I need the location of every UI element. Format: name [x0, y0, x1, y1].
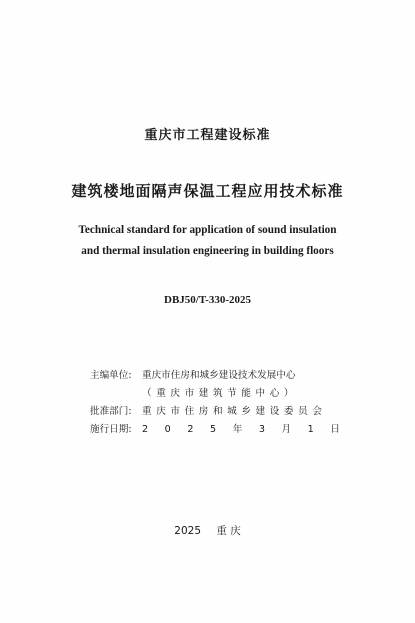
date-part: 1 — [307, 424, 314, 435]
standard-code: DBJ50/T-330-2025 — [164, 294, 251, 306]
approver-row — [90, 403, 340, 421]
effective-date-label: 施行日期: — [90, 424, 132, 435]
publication-city: 重 庆 — [216, 525, 241, 537]
series-title: 重庆市工程建设标准 — [144, 128, 271, 143]
standard-title-english — [0, 220, 415, 262]
title-en-line-1: Technical standard for application of sound insulation — [78, 224, 337, 236]
date-part: 月 — [281, 424, 292, 435]
date-part: 年 — [232, 424, 243, 435]
date-part: 3 — [258, 424, 265, 435]
approver-label: 批准部门: — [90, 406, 132, 417]
editor-label: 主编单位: — [90, 370, 132, 381]
editor-row — [90, 367, 340, 385]
editor-value-secondary: （重庆市建筑节能中心） — [142, 388, 299, 399]
standard-title-chinese: 建筑楼地面隔声保温工程应用技术标准 — [71, 182, 344, 200]
publication-footer — [0, 523, 415, 538]
title-en-line-2: and thermal insulation engineering in building floors — [81, 245, 334, 257]
effective-date-row — [90, 421, 340, 439]
editor-value: 重庆市住房和城乡建设技术发展中心 — [142, 370, 296, 381]
date-part: 5 — [210, 424, 217, 435]
date-part: 0 — [164, 424, 171, 435]
approver-value: 重庆市住房和城乡建设委员会 — [142, 406, 327, 417]
date-part: 2 — [142, 424, 149, 435]
publication-year: 2025 — [174, 525, 202, 537]
date-part: 日 — [330, 424, 340, 435]
effective-date-value — [142, 421, 340, 439]
publication-info — [90, 367, 340, 439]
editor-row-2 — [90, 385, 340, 403]
date-part: 2 — [187, 424, 194, 435]
